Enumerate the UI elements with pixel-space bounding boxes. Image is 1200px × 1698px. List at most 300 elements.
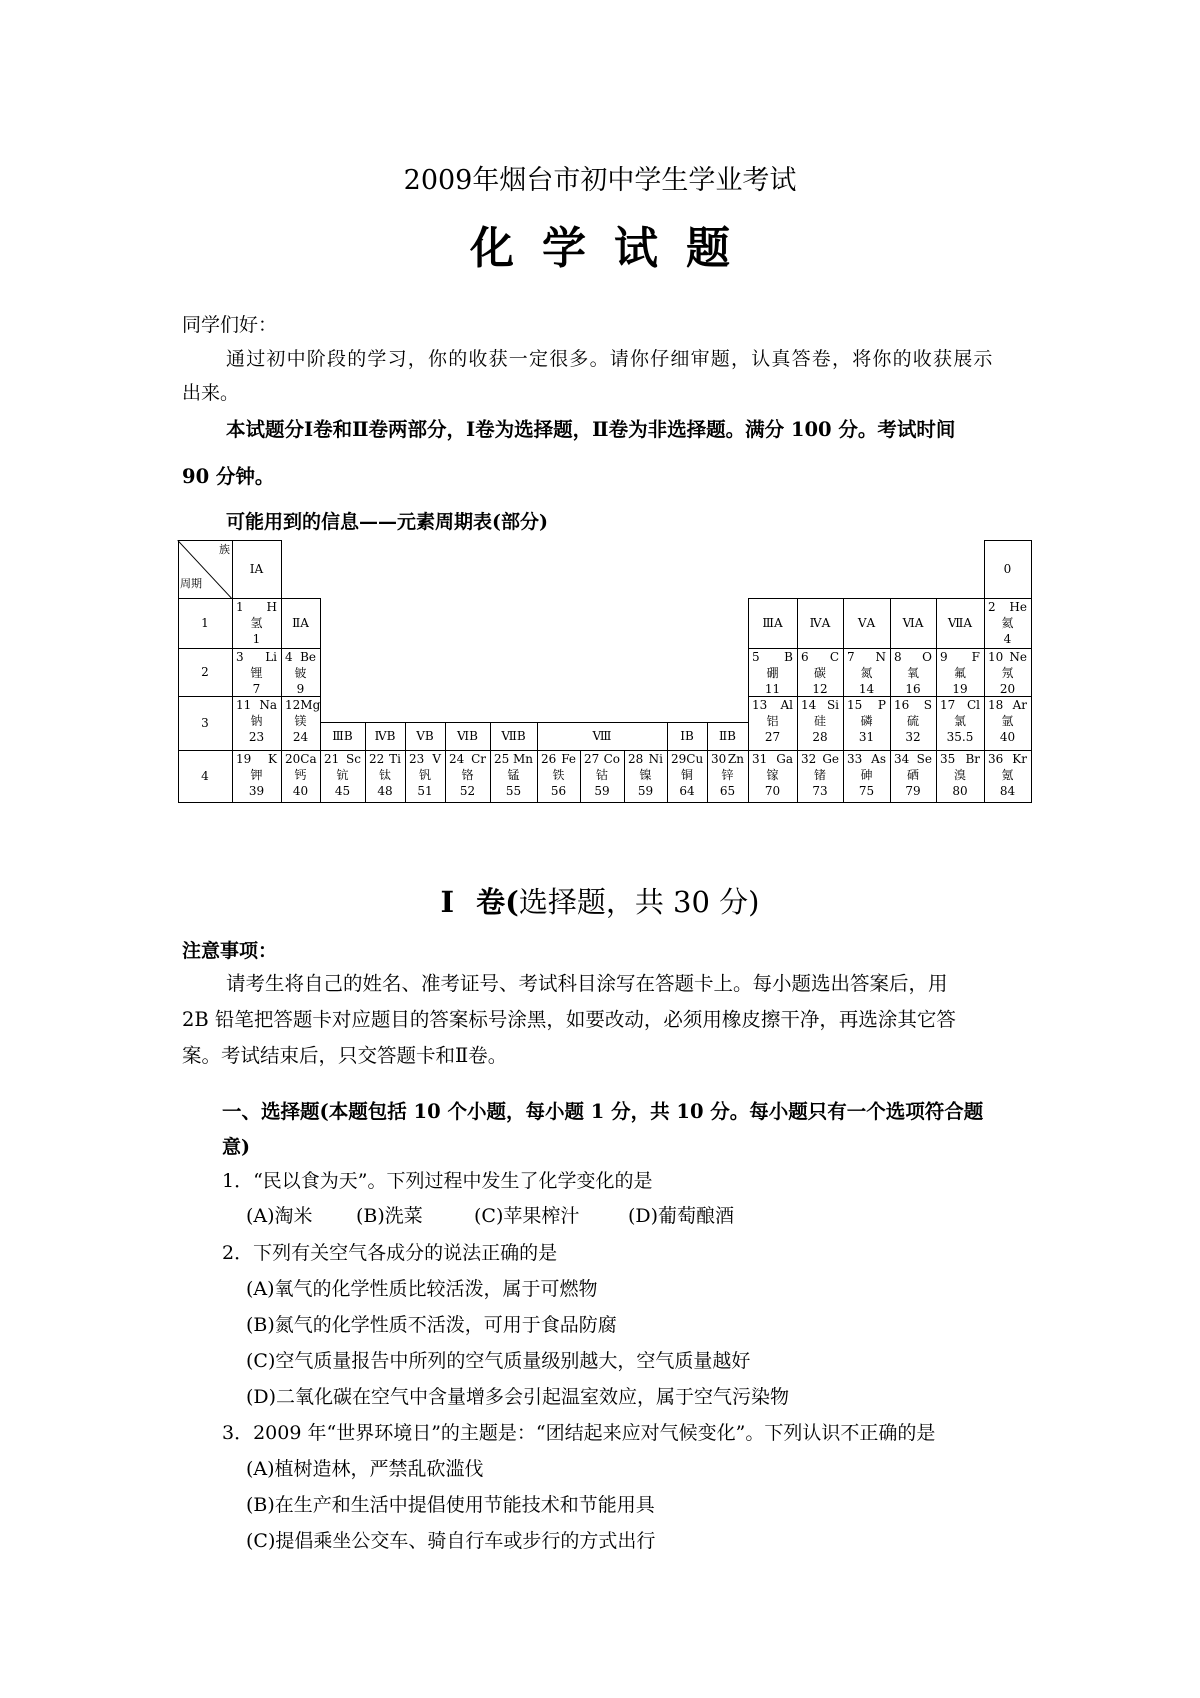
atomic-mass-line (936, 729, 984, 745)
atomic-number: 8 (894, 650, 902, 664)
element-symbol: Al (780, 698, 793, 712)
atomic-mass: 73 (812, 784, 828, 798)
atomic-number: 6 (801, 650, 809, 664)
element-number-symbol (405, 751, 445, 767)
element-symbol: Ni (648, 752, 663, 766)
element-cell (281, 648, 320, 696)
element-symbol: N (875, 650, 886, 664)
atomic-mass: 59 (594, 784, 610, 798)
q1-option-c: (C)苹果榨汁 (474, 1205, 580, 1227)
atomic-number: 7 (847, 650, 855, 664)
element-cell (843, 750, 890, 802)
element-name: 氟 (953, 666, 966, 680)
element-name-line (232, 767, 281, 783)
atomic-number: 24 (449, 752, 465, 766)
atomic-mass-line (984, 681, 1031, 697)
element-symbol: Zn (727, 752, 744, 766)
atomic-mass: 16 (905, 682, 921, 696)
atomic-mass-line (843, 783, 890, 799)
atomic-mass: 55 (505, 784, 522, 798)
part-heading-line-1: 一、选择题(本题包括 10 个小题，每小题 1 分，共 10 分。每小题只有一个选项符合题 (222, 1100, 984, 1123)
element-name-line (843, 767, 890, 783)
element-cell (748, 648, 797, 696)
element-cell (365, 750, 405, 802)
element-cell (890, 696, 936, 750)
atomic-mass: 64 (679, 784, 695, 798)
element-cell (624, 750, 667, 802)
atomic-number: 28 (628, 752, 644, 766)
element-name-line (490, 767, 537, 783)
atomic-mass-line (667, 783, 707, 799)
atomic-mass: 79 (905, 784, 921, 798)
group-header-transition (707, 722, 748, 750)
element-number-symbol (445, 751, 490, 767)
periodic-table (178, 540, 1031, 802)
atomic-mass-line (797, 681, 843, 697)
q1-option-d: (D)葡萄酿酒 (628, 1205, 735, 1227)
element-number-symbol (232, 751, 281, 767)
element-symbol: Kr (1012, 752, 1027, 766)
atomic-number: 31 (752, 752, 768, 766)
atomic-number: 29 (671, 752, 687, 766)
atomic-mass: 23 (248, 730, 265, 744)
element-symbol: Ga (776, 752, 793, 766)
element-cell (707, 750, 748, 802)
element-name-line (281, 713, 320, 729)
group-transition-text: ⅢB (332, 729, 353, 743)
element-symbol: Cu (686, 752, 704, 766)
element-number-symbol (232, 697, 281, 713)
q2-option-c: (C)空气质量报告中所列的空气质量级别越大，空气质量越好 (246, 1350, 751, 1372)
corner-group-label (200, 542, 230, 558)
group-transition-text: ⅥB (457, 729, 478, 743)
table-caption: 可能用到的信息——元素周期表(部分) (226, 511, 548, 533)
intro-line-1: 通过初中阶段的学习，你的收获一定很多。请你仔细审题，认真答卷，将你的收获展示 (226, 348, 994, 370)
element-number-symbol (580, 751, 624, 767)
atomic-mass: 9 (296, 682, 305, 696)
element-number-symbol (232, 599, 281, 615)
q3-option-c: (C)提倡乘坐公交车、骑自行车或步行的方式出行 (246, 1530, 656, 1552)
period-label (178, 648, 232, 696)
element-number-symbol (624, 751, 667, 767)
q2-option-d: (D)二氧化碳在空气中含量增多会引起温室效应，属于空气污染物 (246, 1386, 790, 1408)
atomic-mass: 11 (764, 682, 781, 696)
element-name-line (936, 713, 984, 729)
atomic-mass-line (490, 783, 537, 799)
atomic-mass-line (320, 783, 365, 799)
element-cell (405, 750, 445, 802)
element-symbol: Ca (300, 752, 317, 766)
atomic-mass: 20 (999, 682, 1016, 696)
section-title-rest: 选择题，共 30 分) (518, 885, 760, 919)
element-number-symbol (843, 751, 890, 767)
element-cell (984, 696, 1031, 750)
element-name: 锰 (507, 768, 520, 782)
atomic-number: 33 (847, 752, 863, 766)
group-header-main (843, 598, 890, 648)
element-name-line (797, 665, 843, 681)
element-name: 溴 (953, 768, 966, 782)
element-name: 镓 (766, 768, 779, 782)
atomic-number: 1 (236, 600, 244, 614)
atomic-number: 16 (894, 698, 910, 712)
atomic-number: 32 (801, 752, 817, 766)
element-name-line (797, 767, 843, 783)
element-name: 硅 (813, 714, 826, 728)
group-header-main (890, 598, 936, 648)
atomic-mass: 48 (377, 784, 393, 798)
element-number-symbol (281, 649, 320, 665)
atomic-mass: 1 (252, 632, 261, 646)
element-number-symbol (797, 751, 843, 767)
corner-period-label (180, 576, 220, 592)
element-name-line (748, 665, 797, 681)
group-header-1a (232, 540, 281, 598)
atomic-mass-line (797, 729, 843, 745)
element-name-line (936, 767, 984, 783)
atomic-mass: 59 (637, 784, 654, 798)
group-main-text: ⅦA (947, 616, 973, 630)
element-cell (281, 750, 320, 802)
element-name: 钴 (595, 768, 608, 782)
group-header-transition (667, 722, 707, 750)
element-cell (232, 750, 281, 802)
atomic-number: 3 (236, 650, 244, 664)
atomic-mass-line (537, 783, 580, 799)
group-header-2a (281, 598, 320, 648)
element-name: 锂 (250, 666, 263, 680)
element-name: 锌 (721, 768, 734, 782)
element-number-symbol (843, 697, 890, 713)
corner-period-text: 周期 (180, 577, 202, 590)
atomic-mass: 56 (550, 784, 567, 798)
element-symbol: Si (826, 698, 839, 712)
element-number-symbol (797, 697, 843, 713)
notice-line-2: 2B 铅笔把答题卡对应题目的答案标号涂黑，如要改动，必须用橡皮擦干净，再选涂其它答 (182, 1008, 956, 1031)
group-main-text: ⅤA (857, 616, 876, 630)
atomic-mass: 39 (248, 784, 265, 798)
subject-title: 化学试题 (470, 223, 758, 274)
element-name: 氯 (953, 714, 966, 728)
group-header-main (936, 598, 984, 648)
group-header-transition (445, 722, 490, 750)
element-symbol: F (971, 650, 980, 664)
element-cell (797, 648, 843, 696)
element-number-symbol (984, 599, 1031, 615)
element-cell (667, 750, 707, 802)
element-cell (232, 696, 281, 750)
atomic-mass-line (707, 783, 748, 799)
element-cell (984, 750, 1031, 802)
atomic-mass-line (984, 729, 1031, 745)
element-number-symbol (748, 751, 797, 767)
element-name: 镁 (294, 714, 307, 728)
question-2-stem: 2．下列有关空气各成分的说法正确的是 (222, 1242, 558, 1264)
element-name-line (232, 615, 281, 631)
element-symbol: Mg (300, 698, 321, 712)
element-number-symbol (537, 751, 580, 767)
element-name-line (365, 767, 405, 783)
element-name: 铬 (461, 768, 474, 782)
group-main-text: ⅣA (809, 616, 831, 630)
exam-title: 2009年烟台市初中学生学业考试 (403, 165, 797, 196)
atomic-mass: 7 (252, 682, 261, 696)
element-cell (537, 750, 580, 802)
element-number-symbol (490, 751, 537, 767)
element-symbol: Ne (1009, 650, 1027, 664)
group-transition-text: ⅡB (719, 729, 736, 743)
element-number-symbol (365, 751, 405, 767)
atomic-number: 36 (988, 752, 1004, 766)
table-line (178, 802, 1031, 803)
element-symbol: V (432, 752, 441, 766)
atomic-mass: 40 (292, 784, 309, 798)
atomic-mass: 19 (952, 682, 968, 696)
element-cell (797, 750, 843, 802)
atomic-mass-line (984, 783, 1031, 799)
atomic-number: 22 (369, 752, 385, 766)
notice-label: 注意事项： (182, 940, 278, 962)
element-name: 铜 (680, 768, 693, 782)
atomic-mass: 14 (858, 682, 875, 696)
atomic-mass-line (936, 783, 984, 799)
notice-line-3: 案。考试结束后，只交答题卡和Ⅱ卷。 (182, 1044, 508, 1067)
element-number-symbol (984, 649, 1031, 665)
atomic-mass: 75 (858, 784, 875, 798)
atomic-number: 26 (541, 752, 557, 766)
atomic-mass: 70 (764, 784, 781, 798)
element-name-line (624, 767, 667, 783)
atomic-number: 23 (409, 752, 425, 766)
atomic-mass: 12 (812, 682, 828, 696)
element-name-line (667, 767, 707, 783)
period-label (178, 598, 232, 648)
element-symbol: S (923, 698, 932, 712)
element-symbol: Co (603, 752, 620, 766)
group-transition-text: ⅣB (374, 729, 396, 743)
element-name: 磷 (860, 714, 873, 728)
element-symbol: Br (965, 752, 980, 766)
element-symbol: Li (265, 650, 277, 664)
section-title (0, 880, 1200, 921)
element-name-line (748, 713, 797, 729)
atomic-mass-line (624, 783, 667, 799)
atomic-number: 20 (285, 752, 301, 766)
element-name: 砷 (860, 768, 873, 782)
atomic-number: 21 (324, 752, 340, 766)
element-name-line (320, 767, 365, 783)
atomic-mass-line (984, 631, 1031, 647)
element-name: 氩 (1001, 714, 1014, 728)
element-cell (843, 696, 890, 750)
table-line (1031, 540, 1032, 803)
notice-line-1: 请考生将自己的姓名、准考证号、考试科目涂写在答题卡上。每小题选出答案后，用 (226, 972, 948, 995)
group-2a-text: ⅡA (292, 616, 309, 630)
element-name: 镍 (639, 768, 652, 782)
period-label (178, 696, 232, 750)
atomic-mass-line (232, 729, 281, 745)
element-symbol: As (871, 752, 886, 766)
group-header-main (797, 598, 843, 648)
element-name: 铍 (294, 666, 307, 680)
element-cell (445, 750, 490, 802)
period-label (178, 750, 232, 802)
element-name: 钛 (378, 768, 391, 782)
element-name-line (890, 713, 936, 729)
element-symbol: P (877, 698, 886, 712)
group-transition-text: Ⅷ (592, 729, 612, 743)
element-symbol: Ar (1012, 698, 1027, 712)
element-name: 钒 (418, 768, 431, 782)
atomic-number: 19 (236, 752, 252, 766)
atomic-mass: 24 (292, 730, 309, 744)
atomic-number: 9 (940, 650, 948, 664)
element-name-line (748, 767, 797, 783)
atomic-mass-line (580, 783, 624, 799)
element-cell (936, 648, 984, 696)
atomic-number: 18 (988, 698, 1004, 712)
element-name: 碳 (813, 666, 826, 680)
atomic-mass: 32 (905, 730, 921, 744)
element-cell (232, 648, 281, 696)
element-name-line (984, 713, 1031, 729)
element-number-symbol (797, 649, 843, 665)
atomic-mass: 28 (812, 730, 828, 744)
group-transition-text: ⅤB (416, 729, 434, 743)
element-symbol: Mn (512, 752, 533, 766)
atomic-number: 2 (988, 600, 996, 614)
element-name-line (281, 767, 320, 783)
atomic-mass-line (748, 783, 797, 799)
atomic-mass-line (843, 681, 890, 697)
element-symbol: Cr (471, 752, 486, 766)
atomic-number: 14 (801, 698, 817, 712)
element-name-line (984, 665, 1031, 681)
element-number-symbol (281, 751, 320, 767)
element-symbol: Sc (346, 752, 361, 766)
element-name: 铁 (552, 768, 565, 782)
element-number-symbol (936, 649, 984, 665)
intro-line-2: 出来。 (182, 382, 240, 404)
group-header-transition (537, 722, 667, 750)
atomic-number: 27 (584, 752, 600, 766)
atomic-mass-line (281, 681, 320, 697)
rules-line-2: 90 分钟。 (182, 465, 275, 488)
element-name-line (537, 767, 580, 783)
element-cell (580, 750, 624, 802)
element-name-line (445, 767, 490, 783)
rules-line-1: 本试题分Ⅰ卷和Ⅱ卷两部分，Ⅰ卷为选择题，Ⅱ卷为非选择题。满分 100 分。考试时间 (226, 418, 956, 441)
element-number-symbol (748, 697, 797, 713)
period-text: 2 (201, 665, 209, 679)
element-name-line (890, 767, 936, 783)
element-symbol: Ti (389, 752, 401, 766)
element-name-line (232, 713, 281, 729)
element-cell (748, 750, 797, 802)
atomic-mass: 80 (952, 784, 968, 798)
atomic-number: 13 (752, 698, 768, 712)
element-name-line (984, 767, 1031, 783)
period-text: 4 (201, 769, 209, 783)
element-symbol: Na (259, 698, 277, 712)
element-name: 锗 (813, 768, 826, 782)
atomic-mass: 84 (999, 784, 1016, 798)
atomic-number: 25 (494, 752, 510, 766)
element-name-line (797, 713, 843, 729)
element-number-symbol (843, 649, 890, 665)
atomic-mass-line (936, 681, 984, 697)
greeting: 同学们好： (182, 314, 278, 336)
q2-option-b: (B)氮气的化学性质不活泼，可用于食品防腐 (246, 1314, 617, 1336)
element-symbol: O (922, 650, 932, 664)
element-cell (320, 750, 365, 802)
group-main-text: ⅥA (902, 616, 924, 630)
atomic-mass-line (748, 729, 797, 745)
element-number-symbol (984, 751, 1031, 767)
atomic-mass-line (232, 631, 281, 647)
element-symbol: C (829, 650, 839, 664)
group-header-transition (320, 722, 365, 750)
question-3-stem: 3．2009 年“世界环境日”的主题是：“团结起来应对气候变化”。下列认识不正确的是 (222, 1422, 936, 1444)
element-symbol: K (268, 752, 277, 766)
element-name-line (707, 767, 748, 783)
element-symbol: Ge (822, 752, 839, 766)
element-symbol: Be (300, 650, 316, 664)
group-main-text: ⅢA (762, 616, 783, 630)
atomic-number: 34 (894, 752, 910, 766)
element-symbol: Fe (561, 752, 576, 766)
atomic-mass: 4 (1003, 632, 1012, 646)
element-name-line (281, 665, 320, 681)
element-cell (748, 696, 797, 750)
atomic-mass: 51 (417, 784, 433, 798)
element-name: 氧 (906, 666, 919, 680)
group-header-transition (490, 722, 537, 750)
element-number-symbol (890, 697, 936, 713)
atomic-number: 17 (940, 698, 956, 712)
period-text: 1 (201, 616, 209, 630)
element-cell (936, 696, 984, 750)
element-name: 氦 (1001, 616, 1014, 630)
element-cell (490, 750, 537, 802)
element-name-line (843, 665, 890, 681)
element-name: 钾 (250, 768, 263, 782)
element-name-line (936, 665, 984, 681)
atomic-mass-line (232, 681, 281, 697)
atomic-mass: 31 (858, 730, 875, 744)
element-cell (984, 598, 1031, 648)
atomic-number: 4 (285, 650, 293, 664)
atomic-mass: 45 (334, 784, 351, 798)
element-name-line (984, 615, 1031, 631)
element-name: 铝 (766, 714, 779, 728)
element-cell (281, 696, 320, 750)
element-name-line (405, 767, 445, 783)
element-name: 硼 (766, 666, 779, 680)
atomic-mass-line (890, 729, 936, 745)
atomic-number: 11 (236, 698, 252, 712)
element-number-symbol (281, 697, 320, 713)
element-number-symbol (748, 649, 797, 665)
atomic-mass-line (281, 729, 320, 745)
element-cell (936, 750, 984, 802)
atomic-mass-line (365, 783, 405, 799)
atomic-mass-line (748, 681, 797, 697)
element-name-line (580, 767, 624, 783)
element-name-line (232, 665, 281, 681)
q1-option-a: (A)淘米 (246, 1205, 313, 1227)
section-roman-numeral: I (440, 885, 455, 919)
